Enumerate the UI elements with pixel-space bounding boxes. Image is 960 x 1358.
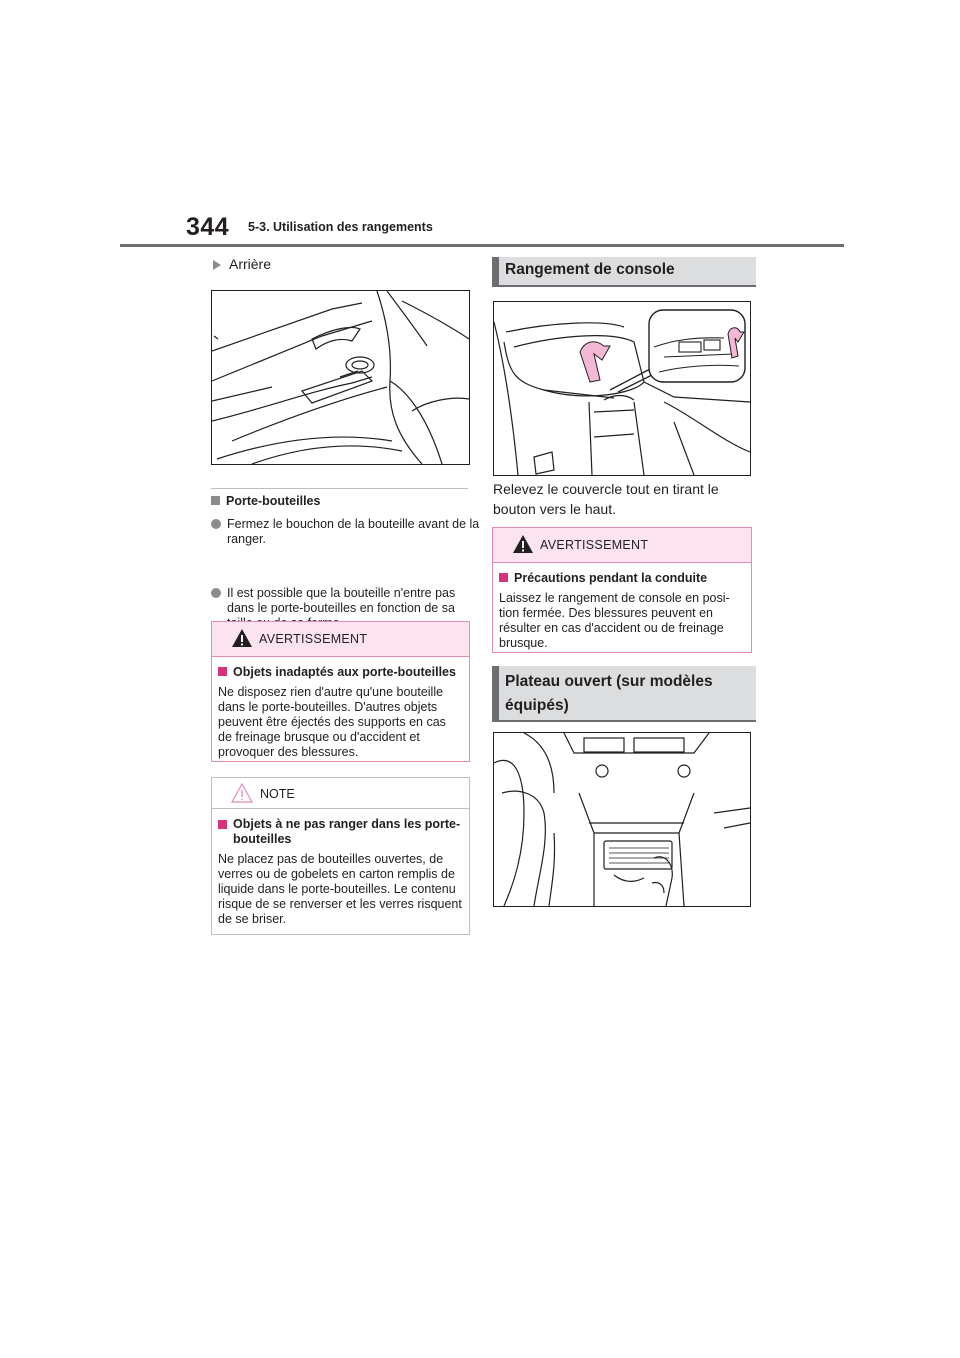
bullet-text: Fermez le bouchon de la bouteille avant de la ranger. [227,517,480,546]
bottle-holders-title-text: Porte-bouteilles [226,494,321,508]
warning-body [212,657,469,768]
warning-box [492,527,752,653]
tray-banner-text: Plateau ouvert (sur modèles équipés) [505,673,713,714]
note-text: Ne placez pas de bouteilles ouvertes, de verres ou de gobelets en carton remplis de liquide dans le porte-bouteilles. Le contenu risque de se renverser et les verres risquent de se briser. [218,852,462,926]
warning-header [212,622,469,657]
console-illustration [493,301,751,476]
warning-subtitle-text: Précautions pendant la conduite [514,571,708,585]
open-tray-banner [492,666,756,722]
warning-body [493,563,751,659]
square-bullet-icon [218,667,227,676]
caution-triangle-icon [231,783,253,803]
tray-drawing [494,733,750,906]
rear-label [213,256,271,272]
console-instructions: Relevez le couvercle tout en tirant le bouton vers le haut. [493,481,719,517]
note-body [212,809,469,935]
console-drawing [494,302,750,475]
note-subtitle-text: Objets à ne pas ranger dans les porte-bouteilles [233,817,461,846]
section-divider [211,488,468,489]
warning-text: Laissez le rangement de console en posi- tion fermée. Des blessures peuvent en résulter en cas d'accident ou de freinage brusque. [499,591,730,650]
arrow-right-icon [213,260,221,270]
square-bullet-icon [499,573,508,582]
rear-door-illustration [211,290,470,465]
bullet-item [211,517,482,547]
section-title: 5-3. Utilisation des rangements [248,220,433,234]
bullet-text: Il est possible que la bouteille n'entre pas dans le porte-bouteilles en fonction de sa [227,586,456,615]
circle-bullet-icon [211,519,221,529]
rear-door-drawing [212,291,469,464]
warning-subtitle-text: Objets inadaptés aux porte-bouteilles [233,665,456,679]
warning-box [211,621,470,762]
warning-label: AVERTISSEMENT [259,632,368,646]
warning-subtitle [499,571,745,586]
note-label: NOTE [260,787,295,801]
warning-text: Ne disposez rien d'autre qu'une bouteille dans le porte-bouteilles. D'autres objets peuvent être éjectés des supports en cas de freinage brusque ou d'accident et provoquer des blessures. [218,685,446,759]
tray-illustration [493,732,751,907]
page-number: 344 [186,213,230,241]
warning-label: AVERTISSEMENT [540,538,649,552]
header-divider [120,244,844,247]
note-subtitle [218,817,463,847]
warning-subtitle [218,665,463,680]
warning-header [493,528,751,563]
square-bullet-icon [211,496,220,505]
console-storage-banner [492,257,756,287]
rear-label-text: Arrière [229,256,272,272]
console-banner-text: Rangement de console [505,261,675,278]
warning-triangle-icon [231,628,253,648]
note-box [211,777,470,935]
bottle-holders-title [211,494,320,509]
circle-bullet-icon [211,588,221,598]
square-bullet-icon [218,820,227,829]
note-header [212,778,469,809]
warning-triangle-icon [512,534,534,554]
